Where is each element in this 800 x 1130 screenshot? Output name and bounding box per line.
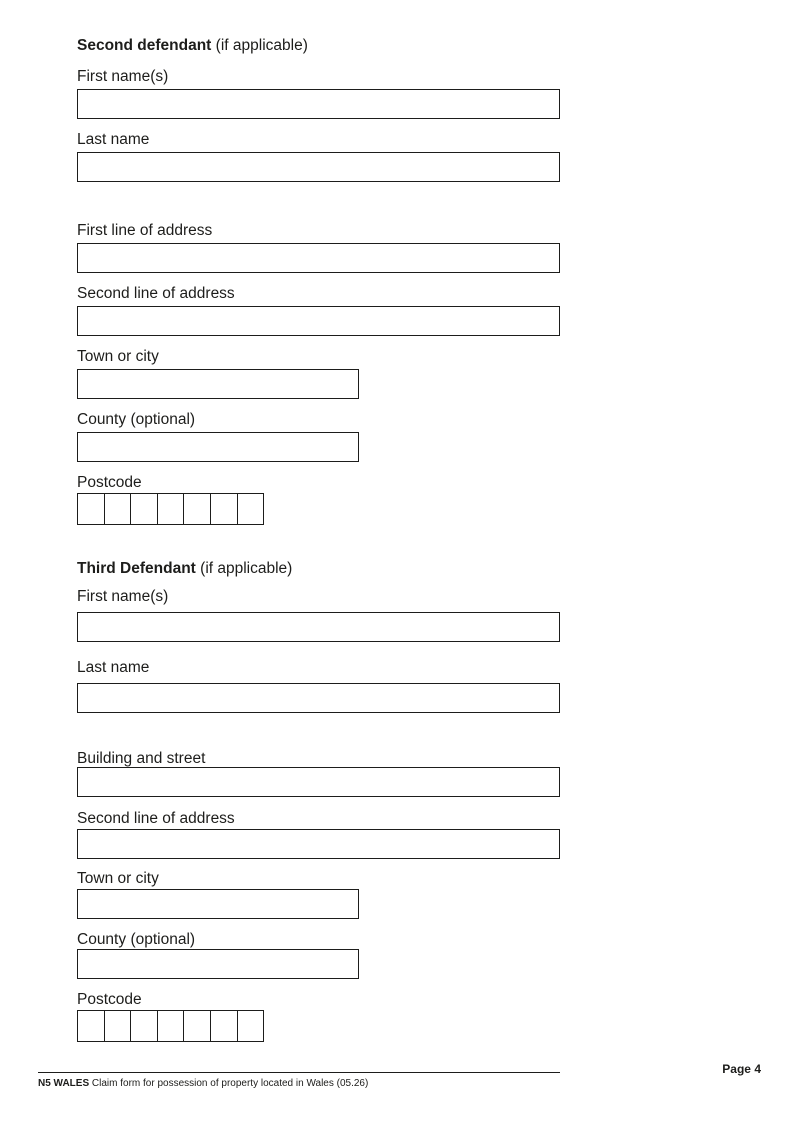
- third-defendant-first-name-field[interactable]: [77, 612, 560, 642]
- postcode-char-box[interactable]: [131, 1011, 158, 1041]
- third-defendant-town-label: Town or city: [77, 870, 159, 887]
- second-defendant-town-field[interactable]: [77, 369, 359, 399]
- third-defendant-heading: [77, 560, 292, 578]
- second-defendant-address2-label: Second line of address: [77, 285, 235, 302]
- third-defendant-last-name-label: Last name: [77, 659, 150, 676]
- postcode-char-box[interactable]: [238, 494, 265, 524]
- postcode-char-box[interactable]: [78, 1011, 105, 1041]
- third-defendant-county-note: (optional): [130, 931, 196, 948]
- third-defendant-address1-label: Building and street: [77, 750, 206, 767]
- footer-form-info: [38, 1078, 368, 1089]
- postcode-char-box[interactable]: [105, 1011, 132, 1041]
- second-defendant-last-name-field[interactable]: [77, 152, 560, 182]
- second-defendant-last-name-label: Last name: [77, 131, 150, 148]
- second-defendant-county-field[interactable]: [77, 432, 359, 462]
- third-defendant-town-field[interactable]: [77, 889, 359, 919]
- postcode-char-box[interactable]: [78, 494, 105, 524]
- third-defendant-county-label: [77, 931, 195, 949]
- postcode-char-box[interactable]: [105, 494, 132, 524]
- third-defendant-county-field[interactable]: [77, 949, 359, 979]
- footer-divider: [38, 1072, 560, 1073]
- second-defendant-town-label: Town or city: [77, 348, 159, 365]
- third-defendant-address2-field[interactable]: [77, 829, 560, 859]
- postcode-char-box[interactable]: [211, 494, 238, 524]
- postcode-char-box[interactable]: [211, 1011, 238, 1041]
- third-defendant-county-label-text: County: [77, 931, 127, 948]
- third-defendant-postcode-label: Postcode: [77, 991, 142, 1008]
- postcode-char-box[interactable]: [158, 1011, 185, 1041]
- second-defendant-first-name-label: First name(s): [77, 68, 169, 85]
- postcode-char-box[interactable]: [131, 494, 158, 524]
- second-defendant-county-note: (optional): [130, 411, 196, 428]
- postcode-char-box[interactable]: [184, 494, 211, 524]
- postcode-char-box[interactable]: [184, 1011, 211, 1041]
- second-defendant-postcode-label: Postcode: [77, 474, 142, 491]
- third-defendant-heading-note: (if applicable): [200, 560, 293, 577]
- third-defendant-first-name-label: First name(s): [77, 588, 169, 605]
- second-defendant-address2-field[interactable]: [77, 306, 560, 336]
- footer-form-title: Claim form for possession of property located in Wales (05.26): [91, 1078, 369, 1089]
- footer-form-code: N5 WALES: [38, 1078, 90, 1089]
- second-defendant-heading-bold: Second defendant: [77, 37, 212, 54]
- third-defendant-postcode-field[interactable]: [77, 1010, 264, 1042]
- postcode-char-box[interactable]: [238, 1011, 265, 1041]
- second-defendant-heading-note: (if applicable): [215, 37, 308, 54]
- third-defendant-address2-label: Second line of address: [77, 810, 235, 827]
- second-defendant-address1-field[interactable]: [77, 243, 560, 273]
- page-number: Page 4: [722, 1062, 761, 1076]
- second-defendant-heading: [77, 37, 308, 55]
- second-defendant-county-label-text: County: [77, 411, 127, 428]
- third-defendant-last-name-field[interactable]: [77, 683, 560, 713]
- second-defendant-county-label: [77, 411, 195, 429]
- postcode-char-box[interactable]: [158, 494, 185, 524]
- second-defendant-first-name-field[interactable]: [77, 89, 560, 119]
- second-defendant-address1-label: First line of address: [77, 222, 213, 239]
- third-defendant-heading-bold: Third Defendant: [77, 560, 196, 577]
- second-defendant-postcode-field[interactable]: [77, 493, 264, 525]
- third-defendant-address1-field[interactable]: [77, 767, 560, 797]
